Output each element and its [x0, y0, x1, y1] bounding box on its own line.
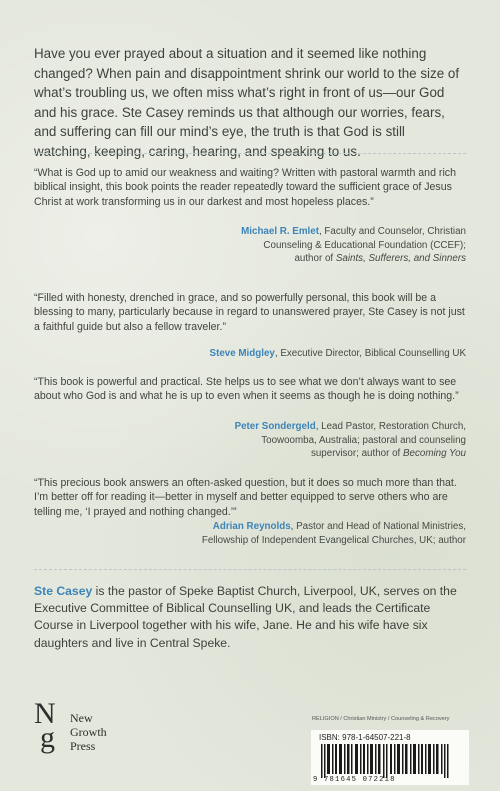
- author-name: Ste Casey: [34, 584, 93, 598]
- publisher-name: New Growth Press: [70, 711, 107, 753]
- book-title-1: Saints, Sufferers, and Sinners: [335, 253, 466, 265]
- endorser-name-3: Peter Sondergeld: [234, 421, 316, 432]
- book-title-3: Becoming You: [402, 448, 466, 460]
- divider-top: [34, 153, 466, 154]
- intro-paragraph: Have you ever prayed about a situation and it seemed like nothing changed? When pain and disappointment shrink our world to the size of what’s troubling us, we often miss what’s right in front of us—our God and his grace. Ste Casey reminds us that although our worries, fears, and suffering can fill our mind’s eye, the truth is that God is still watching, keeping, caring, hearing, and speaking to us.: [34, 46, 460, 159]
- endorsement-quote-1: “What is God up to amid our weakness and waiting? Written with pastoral warmth and rich biblical insight, this book points the reader repeatedly toward the sufficient grace of Jesus Christ at work transforming us in our darkest and most hopeless places.”: [34, 167, 456, 208]
- endorser-name-1: Michael R. Emlet: [241, 226, 319, 237]
- author-bio: Ste Casey is the pastor of Speke Baptist Church, Liverpool, UK, serves on the Executive Committee of Biblical Counselling UK, and leads the Certificate Course in Liverpool together with his wife, Jane. He and his wife have six daughters and live in Central Speke.: [34, 584, 457, 650]
- barcode-digits: 9 781645 072218: [313, 776, 396, 784]
- isbn-label: ISBN: 978-1-64507-221-8: [319, 733, 411, 742]
- endorsement-attribution-1: Michael R. Emlet, Faculty and Counselor, Christian Counseling & Educational Foundation (CCEF); author of Saints, Sufferers, and Sinners: [241, 226, 466, 265]
- endorsement-attribution-4: Adrian Reynolds, Pastor and Head of National Ministries, Fellowship of Independent Evangelical Churches, UK; author: [201, 521, 466, 546]
- bisac-category: RELIGION / Christian Ministry / Counseling & Recovery: [312, 716, 450, 722]
- endorser-name-4: Adrian Reynolds: [212, 521, 291, 532]
- ng-monogram-icon: N g: [34, 697, 56, 754]
- endorsement-attribution-3: Peter Sondergeld, Lead Pastor, Restoration Church, Toowoomba, Australia; pastoral and counseling supervisor; author of Becoming You: [234, 421, 466, 460]
- endorser-name-2: Steve Midgley: [209, 348, 275, 359]
- barcode-block: [311, 730, 469, 785]
- barcode-icon: [315, 744, 465, 778]
- endorsement-quote-4: “This precious book answers an often-asked question, but it does so much more than that. I’m better off for reading it—better in myself and better equipped to serve others who are telling me, ‘I prayed and nothing changed.’”: [34, 477, 457, 518]
- endorsement-quote-3: “This book is powerful and practical. Ste helps us to see what we don’t always want to see about who God is and what he is up to even when it seems as though he is doing nothing.”: [34, 376, 459, 403]
- divider-bottom: [34, 569, 466, 570]
- endorsement-quote-2: “Filled with honesty, drenched in grace, and so powerfully personal, this book will be a blessing to many, particularly because in regard to unanswered prayer, Ste Casey is not just a faithful guide but also a fellow traveler.”: [34, 292, 465, 333]
- endorsement-attribution-2: Steve Midgley, Executive Director, Biblical Counselling UK: [209, 348, 466, 359]
- publisher-logo: [34, 697, 154, 763]
